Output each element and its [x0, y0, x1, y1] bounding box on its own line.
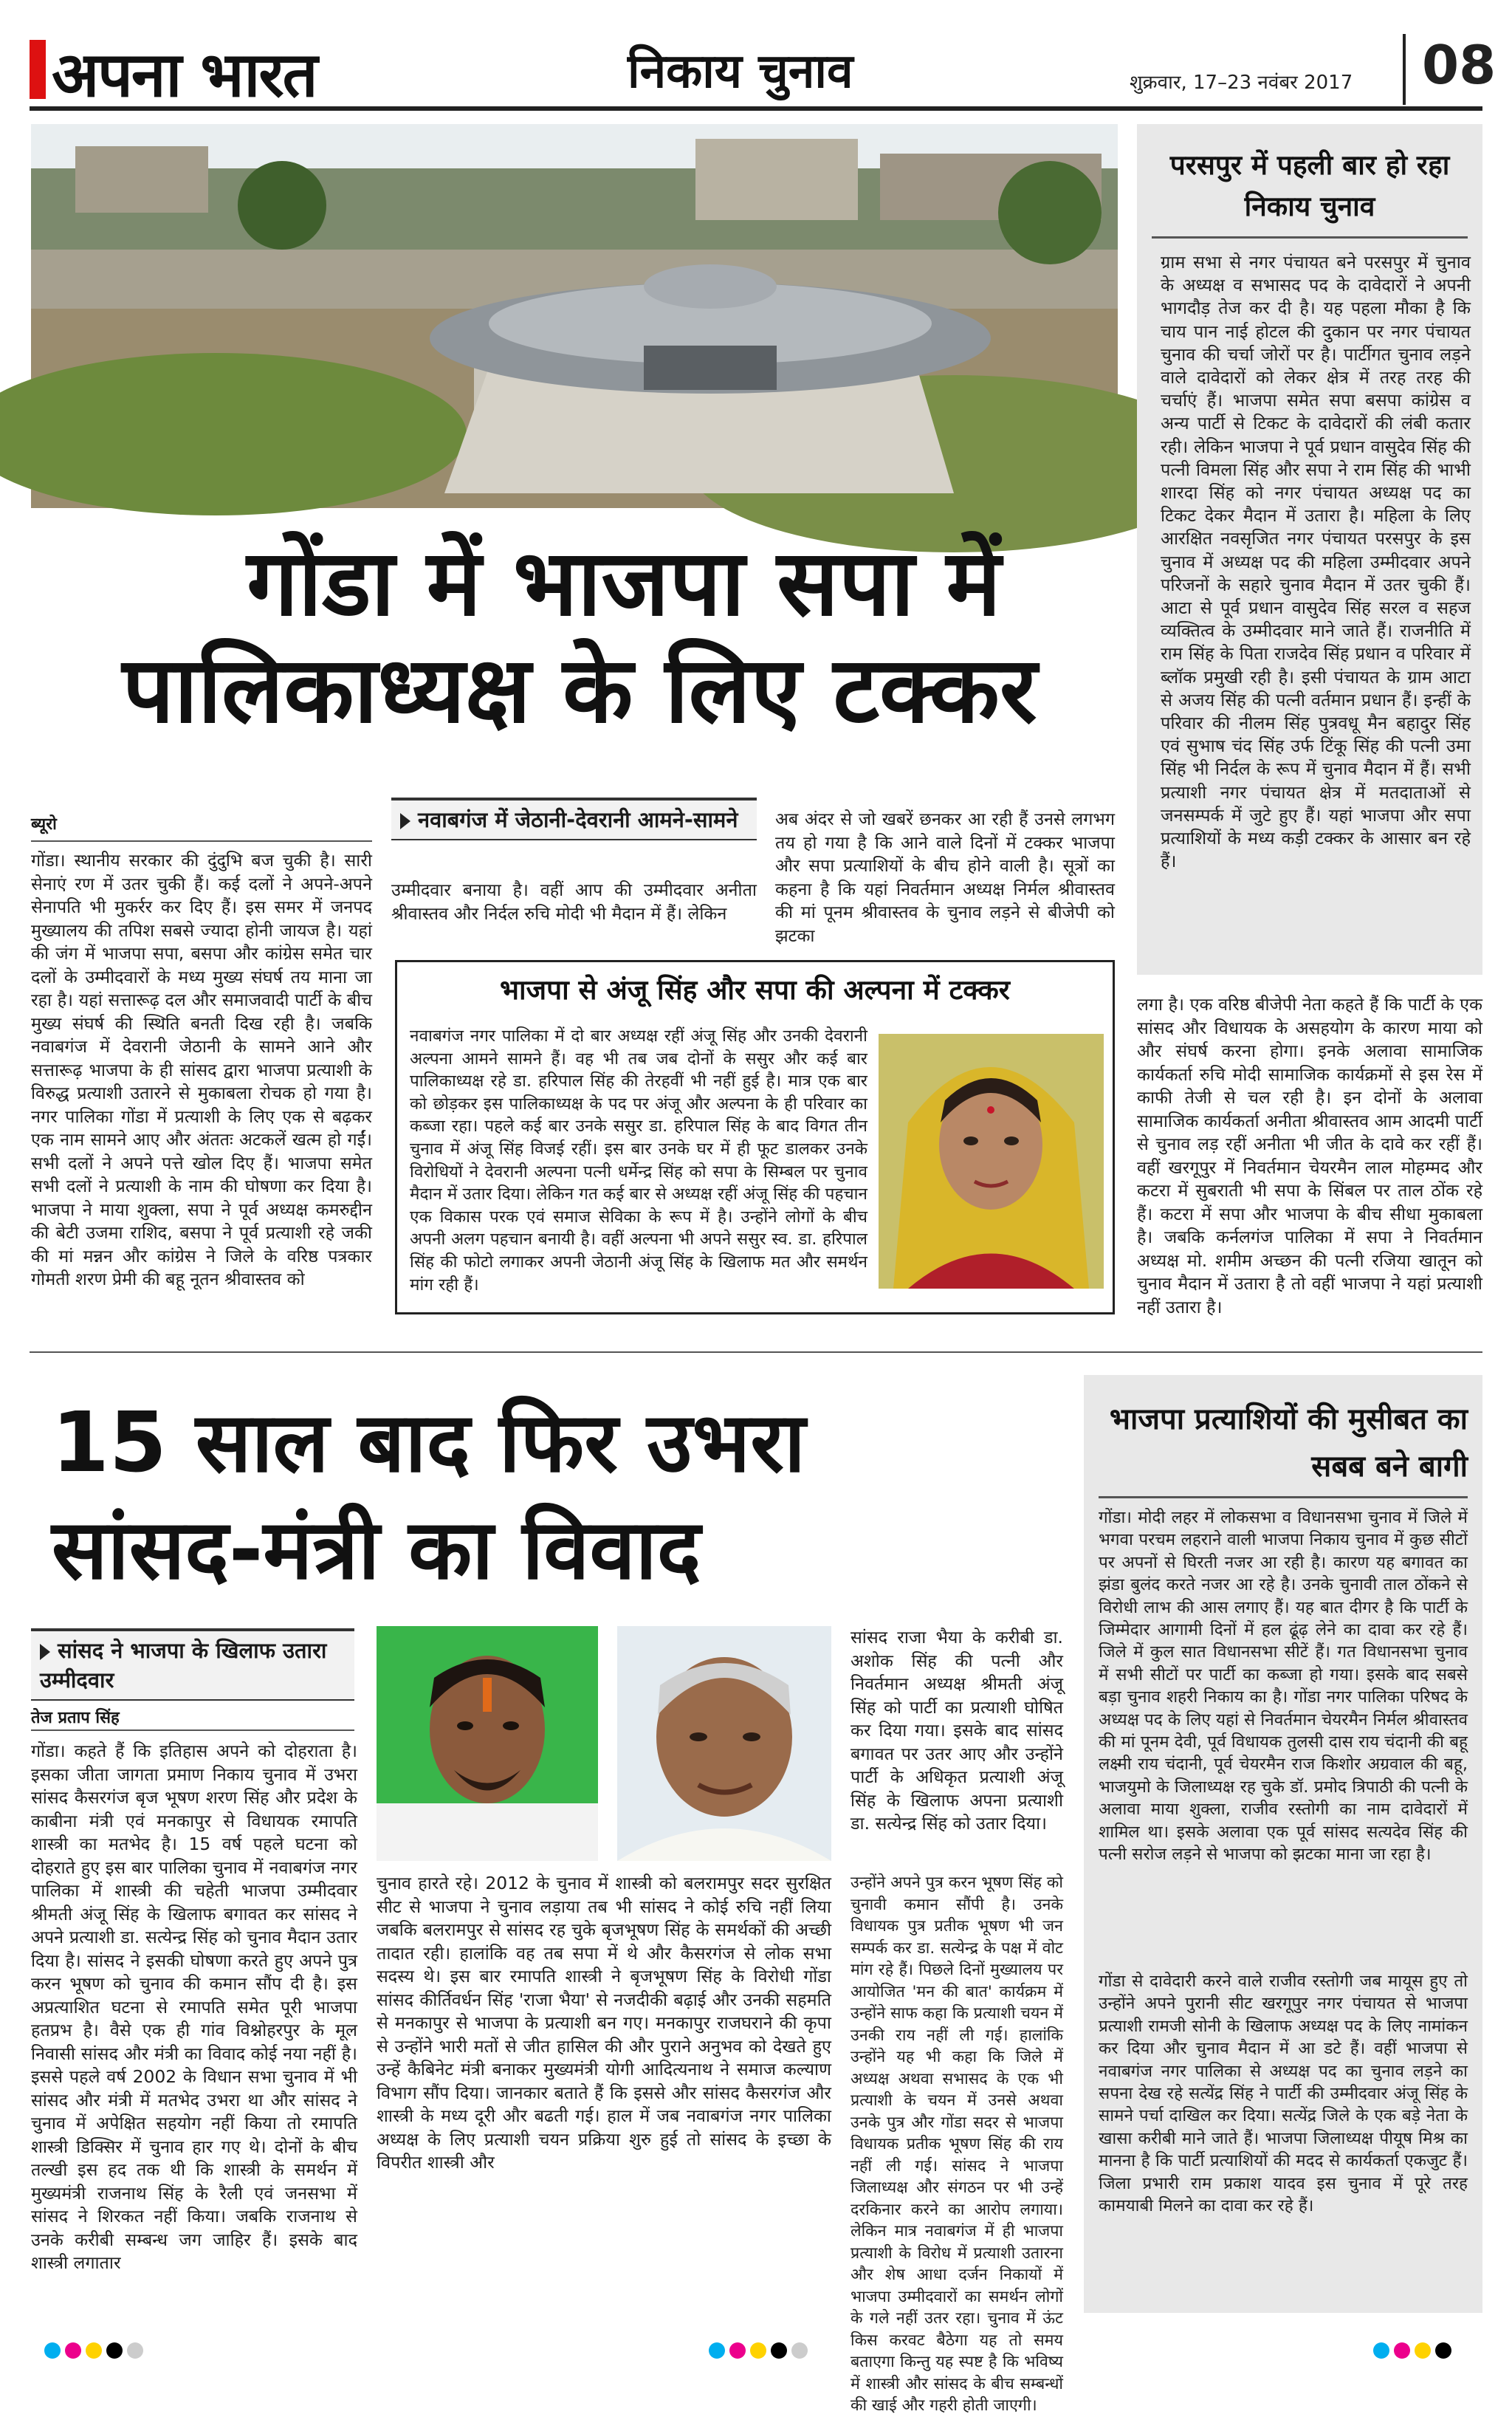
brand-logo-mark: [30, 40, 46, 99]
registration-dot: [709, 2342, 725, 2359]
candidate-photo-woman: [879, 1034, 1104, 1289]
registration-dot: [1415, 2342, 1431, 2359]
story2-subhead: [31, 1628, 354, 1701]
registration-dot: [44, 2342, 61, 2359]
mp-photo-illustration: [377, 1626, 598, 1861]
registration-dot: [729, 2342, 746, 2359]
story1-column-3: अब अंदर से जो खबरें छनकर आ रही हैं उनसे लगभग तय हो गया है कि आने वाले दिनों में टक्कर भाजपा और सपा प्रत्याशियों के बीच होने वाली है। सूत्रों का कहना है कि यहां निवर्तमान अध्यक्ष निर्मल श्रीवास्तव की मां पूनम श्रीवास्तव के चुनाव लड़ने से बीजेपी को झटका: [775, 809, 1115, 946]
registration-dot: [750, 2342, 766, 2359]
story2-column-3a: सांसद राजा भैया के करीबी डा. अशोक सिंह की पत्नी और निवर्तमान अध्यक्ष श्रीमती अंजू सिंह को पार्टी का प्रत्याशी घोषित कर दिया गया। इसके बाद सांसद बगावत पर उतर आए और उन्होंने पार्टी के अधिकृत प्रत्याशी अंजू सिंह के खिलाफ अपना प्रत्याशी डा. सत्येन्द्र सिंह को उतार दिया।: [850, 1627, 1063, 1834]
story2-byline: तेज प्रताप सिंह: [31, 1709, 120, 1727]
byline-rule-2: [31, 1729, 354, 1731]
sidebar-parasur-body: ग्राम सभा से नगर पंचायत बने परसपुर में चुनाव के अध्यक्ष व सभासद पद के दावेदारों ने अपनी भागदौड़ तेज कर दी है। यह पहला मौका है कि चाय पान नाई होटल की दुकान पर नगर पंचायत चुनाव की चर्चा जोरों पर है। पार्टीगत चुनाव लड़ने वाले दावेदारों को लेकर क्षेत्र में तरह तरह की चर्चाएं हैं। भाजपा समेत सपा बसपा कांग्रेस व अन्य पार्टी से टिकट के दावेदारों की लंबी कतार रही। लेकिन भाजपा ने पूर्व प्रधान वासुदेव सिंह की पत्नी विमला सिंह और सपा ने राम सिंह की भाभी शारदा सिंह को नगर पंचायत अध्यक्ष पद का टिकट देकर मैदान में उतारा है। महिला के लिए आरक्षित नवसृजित नगर पंचायत परसपुर के इस चुनाव में अध्यक्ष पद की महिला उम्मीदवार अपने परिजनों के सहारे चुनाव मैदान में उतर चुकी हैं। आटा से पूर्व प्रधान वासुदेव सिंह सरल व सहज व्यक्तित्व के उम्मीदवार माने जाते हैं। राजनीति में राम सिंह के पिता राजदेव सिंह प्रधान व परिवार में ब्लॉक प्रमुखी रही है। इसी पंचायत के ग्राम आटा से अजय सिंह की पत्नी वर्तमान प्रधान हैं। इन्हीं के परिवार की नीलम सिंह पुत्रवधू मैन बहादुर सिंह एवं सुभाष चंद सिंह उर्फ टिंकू सिंह की पत्नी उमा सिंह भी निर्दल के रूप में चुनाव मैदान में हैं। सभी प्रत्याशी नगर पंचायत क्षेत्र में मतदाताओं से जनसम्पर्क में जुटे हुए हैं। यहां भाजपा और सपा प्रत्याशियों के मध्य कड़ी टक्कर के आसार बन रहे हैं।: [1161, 252, 1471, 872]
story1-byline: ब्यूरो: [31, 815, 57, 834]
registration-marks-right: [1373, 2342, 1456, 2362]
registration-dot: [791, 2342, 808, 2359]
story2-column-2: चुनाव हारते रहे। 2012 के चुनाव में शास्त्री को बलरामपुर सदर सुरक्षित सीट से भाजपा ने चुनाव लड़ाया तब भी सांसद ने कोई रुचि नहीं लिया जबकि बलरामपुर से सांसद रह चुके बृजभूषण सिंह के समर्थकों की अच्छी तादात रही। हालांकि वह तब सपा में थे और कैसरगंज से लोक सभा सदस्य थे। इस बार रमापति शास्त्री ने बृजभूषण सिंह के विरोधी गोंडा सांसद कीर्तिवर्धन सिंह 'राजा भैया' से नजदीकी बढ़ाई और उनकी सहमति से मनकापुर से भाजपा के प्रत्याशी बन गए। मनकापुर राजघराने की कृपा से उन्होंने भारी मतों से जीत हासिल की और पुराने अनुभव को देखते हुए उन्हें कैबिनेट मंत्री बनाकर मुख्यमंत्री योगी आदित्यनाथ ने समाज कल्याण विभाग सौंप दिया। जानकार बताते हैं कि इससे और सांसद कैसरगंज और शास्त्री के मध्य दूरी और बढती गई। हाल में जब नवाबगंज नगर पालिका अध्यक्ष के लिए प्रत्याशी चयन प्रक्रिया शुरु हुई तो सांसद के इच्छा के विपरीत शास्त्री और: [377, 1873, 831, 2173]
section-title: निकाय चुनाव: [628, 44, 853, 99]
registration-marks-left: [44, 2342, 148, 2362]
story2-subhead-text: सांसद ने भाजपा के खिलाफ उतारा उम्मीदवार: [40, 1638, 327, 1693]
lead-photo: [31, 124, 1118, 508]
registration-marks-center: [709, 2342, 812, 2362]
story1-subhead: [391, 798, 757, 840]
sidebar-divider-2: [1099, 1496, 1468, 1498]
story1-subhead-text: नवाबगंज में जेठानी-देवरानी आमने-सामने: [418, 807, 738, 832]
story2-headline-line2: सांसद-मंत्री का विवाद: [52, 1502, 701, 1598]
sidebar-divider: [1152, 236, 1468, 239]
story2-headline-line1: 15 साल बाद फिर उभरा: [52, 1395, 806, 1491]
story1-column-4: लगा है। एक वरिष्ठ बीजेपी नेता कहते हैं कि पार्टी के एक सांसद और विधायक के असहयोग के कारण माया को और संघर्ष करना होगा। इनके अलावा सामाजिक कार्यकर्ता रुचि मोदी सामाजिक कार्यक्रमों से इस रेस में काफी तेजी से चल रही है। इन दोनों के अलावा सामाजिक कार्यकर्ता अनीता श्रीवास्तव आम आदमी पार्टी से चुनाव लड़ रहीं अनीता भी जीत के दावे कर रहीं हैं। वहीं खरगूपुर में निवर्तमान चेयरमैन लाल मोहम्मद और कटरा में सुबराती भी सपा के सिंबल पर ताल ठोंक रहे हैं। कटरा में सपा और भाजपा के बीच सीधा मुकाबला है। जबकि कर्नलगंज पालिका में सपा ने निवर्तमान अध्यक्ष मो. शमीम अच्छन की पत्नी रजिया खातून को चुनाव मैदान में उतारा है तो वहीं भाजपा ने यहां प्रत्याशी नहीं उतारा है।: [1137, 994, 1482, 1317]
issue-date: शुक्रवार, 17–23 नवंबर 2017: [1130, 72, 1353, 94]
registration-dot: [86, 2342, 102, 2359]
story1-headline-line1: गोंडा में भाजपा सपा में: [247, 530, 1001, 637]
story1-inset-title: भाजपा से अंजू सिंह और सपा की अल्पना में टक्कर: [500, 974, 1010, 1006]
page-number: 08: [1403, 34, 1496, 105]
registration-dot: [771, 2342, 787, 2359]
minister-photo-illustration: [617, 1626, 831, 1861]
triangle-bullet-icon: [40, 1644, 50, 1660]
registration-dot: [1435, 2342, 1451, 2359]
sidebar-rebels-body-2: गोंडा से दावेदारी करने वाले राजीव रस्तोगी जब मायूस हुए तो उन्होंने अपने पुरानी सीट खरगूपुर नगर पंचायत से भाजपा प्रत्याशी रामजी सोनी के खिलाफ अध्यक्ष पद के लिए नामांकन कर दिया और चुनाव मैदान में आ डटे हैं। वहीं भाजपा से नवाबगंज नगर पालिका से अध्यक्ष पद का चुनाव लड़ने का सपना देख रहे सत्येंद्र सिंह ने पार्टी की उम्मीदवार अंजू सिंह के सामने पर्चा दाखिल कर दिया। सत्येंद्र जिले के एक बड़े नेता के खासा करीबी माने जाते हैं। भाजपा जिलाध्यक्ष पीयूष मिश्र का मानना है कि पार्टी प्रत्याशियों की मदद से कार्यकर्ता एकजुट हैं। जिला प्रभारी राम प्रकाश यादव इस चुनाव में पूरे तरह कामयाबी मिलने का दावा कर रहे हैं।: [1099, 1972, 1468, 2216]
registration-dot: [65, 2342, 81, 2359]
story1-inset-body: नवाबगंज नगर पालिका में दो बार अध्यक्ष रहीं अंजू सिंह और उनकी देवरानी अल्पना आमने सामने हैं। वह भी तब जब दोनों के ससुर और कई बार पालिकाध्यक्ष रहे डा. हरिपाल सिंह की तेरहवीं भी नहीं हुई है। मात्र एक बार को छोड़कर इस पालिकाध्यक्ष के पद पर अंजू और अल्पना के ही परिवार का कब्जा रहा। पहले कई बार उनके ससुर डा. हरिपाल सिंह के बाद विगत तीन चुनाव में अंजू सिंह विजई रहीं। इस बार उनके घर में ही फूट डालकर उनके विरोधियों ने देवरानी अल्पना पत्नी धर्मेन्द्र सिंह को सपा के सिम्बल पर चुनाव मैदान में उतार दिया। लेकिन गत कई बार से अध्यक्ष रहीं अंजू सिंह की पहचान एक विकास परक एवं समाज सेविका के रूप में है। उन्होंने लोगों के बीच अपनी अलग पहचान बनायी है। वहीं अल्पना भी अपने ससुर स्व. डा. हरिपाल सिंह की फोटो लगाकर अपनी जेठानी अंजू सिंह के खिलाफ मत और समर्थन मांग रही हैं।: [410, 1026, 867, 1295]
section-divider: [30, 1351, 1482, 1353]
mp-brij-bhushan-photo: [377, 1626, 598, 1861]
lead-photo-illustration: [31, 124, 1118, 508]
registration-dot: [1394, 2342, 1410, 2359]
story2-column-1: गोंडा। कहते हैं कि इतिहास अपने को दोहराता है। इसका जीता जागता प्रमाण निकाय चुनाव में उभरा सांसद कैसरगंज बृज भूषण शरण सिंह और प्रदेश के काबीना मंत्री एवं मनकापुर से विधायक रमापति शास्त्री का मतभेद है। 15 वर्ष पहले घटना को दोहराते हुए इस बार पालिका चुनाव में नवाबगंज नगर पालिका में शास्त्री की चहेती भाजपा उम्मीदवार श्रीमती अंजू सिंह के खिलाफ बगावत कर सांसद ने अपने प्रत्याशी डा. सत्येन्द्र सिंह को चुनाव मैदान उतार दिया है। सांसद ने इसकी घोषणा करते हुए अपने पुत्र करन भूषण को चुनाव की कमान सौंप दी है। इस अप्रत्याशित घटना से रमापति समेत पूरी भाजपा हतप्रभ है। वैसे एक ही गांव विश्नोहरपुर के मूल निवासी सांसद और मंत्री का विवाद कोई नया नहीं है। इससे पहले वर्ष 2002 के विधान सभा चुनाव में भी सांसद और मंत्री में मतभेद उभरा था और सांसद ने चुनाव में अपेक्षित सहयोग नहीं किया तो रमापति शास्त्री डिक्सिर में चुनाव हार गए थे। दोनों के बीच तल्खी इस हद तक थी कि शास्त्री के समर्थन में मुख्यमंत्री राजनाथ सिंह के रैली एवं जनसभा में सांसद ने शिरकत नहीं किया। जबकि राजनाथ से उनके करीबी सम्बन्ध जग जाहिर हैं। इसके बाद शास्त्री लगातार: [31, 1741, 357, 2273]
triangle-bullet-icon: [400, 813, 410, 829]
registration-dot: [127, 2342, 143, 2359]
story1-column-1: गोंडा। स्थानीय सरकार की दुंदुभि बज चुकी है। सारी सेनाएं रण में उतर चुकी हैं। कई दलों ने अपने-अपने सेनापति भी मुकर्रर कर दिए हैं। इस समर में जनपद मुख्यालय की तपिश सबसे ज्यादा होनी जायज है। यहां की जंग में भाजपा सपा, बसपा और कांग्रेस समेत चार दलों के उम्मीदवारों के मध्य मुख्य संघर्ष तय माना जा रहा है। यहां सत्तारूढ़ दल और समाजवादी पार्टी के बीच मुख्य संघर्ष की स्थिति बनती दिख रही है। जबकि नवाबगंज में देवरानी जेठानी के सामने आने और सत्तारूढ़ भाजपा के ही सांसद द्वारा भाजपा प्रत्याशी के विरुद्ध प्रत्याशी उतारने से मुकाबला रोचक हो गया है। नगर पालिका गोंडा में प्रत्याशी के लिए एक से बढ़कर एक नाम सामने आए और अंततः अटकलें खत्म हो गईं। सभी दलों ने अपने पत्ते खोल दिए हैं। भाजपा समेत सभी दलों ने प्रत्याशी के नाम की घोषणा कर दिया है। भाजपा ने माया शुक्ला, सपा ने पूर्व अध्यक्ष कमरुद्दीन की बेटी उजमा राशिद, बसपा ने पूर्व प्रत्याशी रहे जकी की मां मन्नन और कांग्रेस ने जिले के वरिष्ठ पत्रकार गोमती शरण प्रेमी की बहू नूतन श्रीवास्तव को: [31, 850, 372, 1289]
candidate-photo-woman-illustration: [879, 1034, 1104, 1289]
registration-dot: [106, 2342, 123, 2359]
sidebar-rebels-body-1: गोंडा। मोदी लहर में लोकसभा व विधानसभा चुनाव में जिले में भगवा परचम लहराने वाली भाजपा निकाय चुनाव में कुछ सीटों पर अपनों से घिरती नजर आ रही है। कारण यह बगावत का झंडा बुलंद करते नजर आ रहे है। उनके चुनावी ताल ठोंकने से विरोधी लाभ की आस लगाए हैं। यह बात दीगर है कि पार्टी के जिम्मेदार आगामी दिनों में हल ढूंढ़ लेने का दावा कर रहे हैं। जिले में कुल सात विधानसभा सीटें हैं। गत विधानसभा चुनाव में सभी सीटों पर पार्टी का कब्जा हो गया। इसके बाद सबसे बड़ा चुनाव शहरी निकाय का है। गोंडा नगर पालिका परिषद के अध्यक्ष पद के लिए यहां से निवर्तमान चेयरमैन निर्मल श्रीवास्तव की मां पूनम देवी, पूर्व विधायक तुलसी दास राय चंदानी की बहू लक्ष्मी राय चंदानी, पूर्व चेयरमैन राज किशोर अग्रवाल की बहू, भाजयुमो के जिलाध्यक्ष रह चुके डॉ. प्रमोद त्रिपाठी की पत्नी के अलावा माया शुक्ला, राजीव रस्तोगी का नाम दावेदारों में शामिल था। इसके अलावा एक पूर्व सांसद सत्यदेव सिंह की पत्नी सरोज लड़ने से भाजपा को झटका माना जा रहा है।: [1099, 1508, 1468, 1865]
minister-ramapati-photo: [617, 1626, 831, 1861]
byline-rule: [31, 840, 372, 842]
story2-column-3b: उन्होंने अपने पुत्र करन भूषण सिंह को चुनावी कमान सौंपी है। उनके विधायक पुत्र प्रतीक भूषण भी जन सम्पर्क कर डा. सत्येन्द्र के पक्ष में वोट मांग रहे हैं। पिछले दिनों मुख्यालय पर आयोजित 'मन की बात' कार्यक्रम में उन्होंने साफ कहा कि प्रत्याशी चयन में उनकी राय नहीं ली गई। हालांकि उन्होंने यह भी कहा कि जिले में अध्यक्ष अथवा सभासद के एक भी प्रत्याशी के चयन में उनसे अथवा उनके पुत्र और गोंडा सदर से भाजपा विधायक प्रतीक भूषण सिंह की राय नहीं ली गई। सांसद ने भाजपा जिलाध्यक्ष और संगठन पर भी उन्हें दरकिनार करने का आरोप लगाया। लेकिन मात्र नवाबगंज में ही भाजपा प्रत्याशी के विरोध में प्रत्याशी उतारना और शेष आधा दर्जन निकायों में भाजपा उम्मीदवारों का समर्थन लोगों के गले नहीं उतर रहा। चुनाव में ऊंट किस करवट बैठेगा यह तो समय बताएगा किन्तु यह स्पष्ट है कि भविष्य में शास्त्री और सांसद के बीच सम्बन्धों की खाई और गहरी होती जाएगी।: [850, 1873, 1063, 2415]
story1-headline-line2: पालिकाध्यक्ष के लिए टक्कर: [122, 637, 1037, 744]
sidebar-parasur-title: परसपुर में पहली बार हो रहा निकाय चुनाव: [1169, 149, 1450, 222]
story1-column-2: उम्मीदवार बनाया है। वहीं आप की उम्मीदवार अनीता श्रीवास्तव और निर्दल रुचि मोदी भी मैदान में हैं। लेकिन: [391, 880, 757, 924]
brand-name: अपना भारत: [52, 38, 317, 111]
registration-dot: [1373, 2342, 1389, 2359]
sidebar-rebels-title: भाजपा प्रत्याशियों की मुसीबत का सबब बने बागी: [1109, 1402, 1468, 1484]
